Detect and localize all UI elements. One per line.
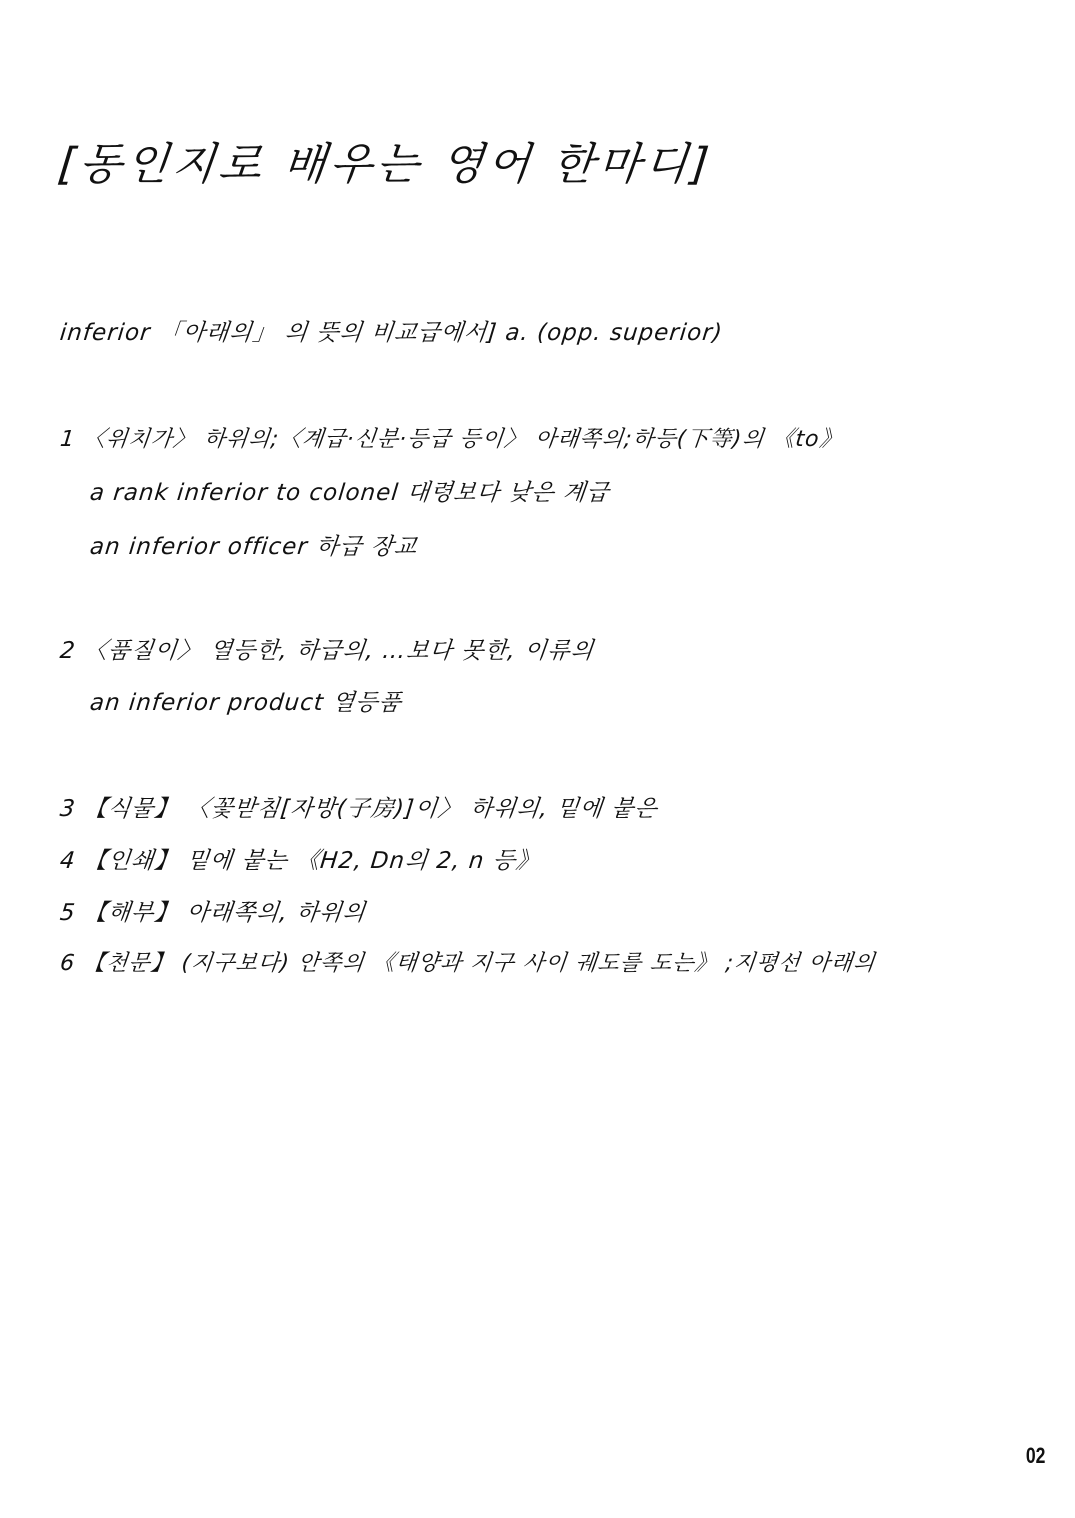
sense-4-definition: 4 【인쇄】 밑에 붙는 《H2, Dn의 2, n 등》 — [58, 848, 542, 874]
sense-2-example-1: an inferior product 열등품 — [88, 690, 404, 716]
sense-1-example-1: a rank inferior to colonel 대령보다 낮은 계급 — [88, 480, 611, 506]
page-number: 02 — [1025, 1443, 1045, 1468]
sense-3-definition: 3 【식물】 〈꽃받침[자방(子房)]이〉 하위의, 밑에 붙은 — [58, 796, 660, 822]
page-title: [동인지로 배우는 영어 한마디] — [55, 139, 716, 190]
sense-6-definition: 6 【천문】 (지구보다) 안쪽의 《태양과 지구 사이 궤도를 도는》 ;지평선 아래의 — [58, 951, 877, 976]
sense-2-definition: 2 〈품질이〉 열등한, 하급의, …보다 못한, 이류의 — [58, 638, 596, 664]
sense-1-example-2: an inferior officer 하급 장교 — [88, 534, 419, 560]
entry-headword: inferior 「아래의」 의 뜻의 비교급에서] a. (opp. superior) — [58, 320, 725, 346]
sense-1-definition: 1 〈위치가〉 하위의;〈계급·신분·등급 등이〉 아래쪽의;하등(下等)의 《to》 — [58, 427, 844, 452]
sense-5-definition: 5 【해부】 아래쪽의, 하위의 — [58, 900, 368, 926]
